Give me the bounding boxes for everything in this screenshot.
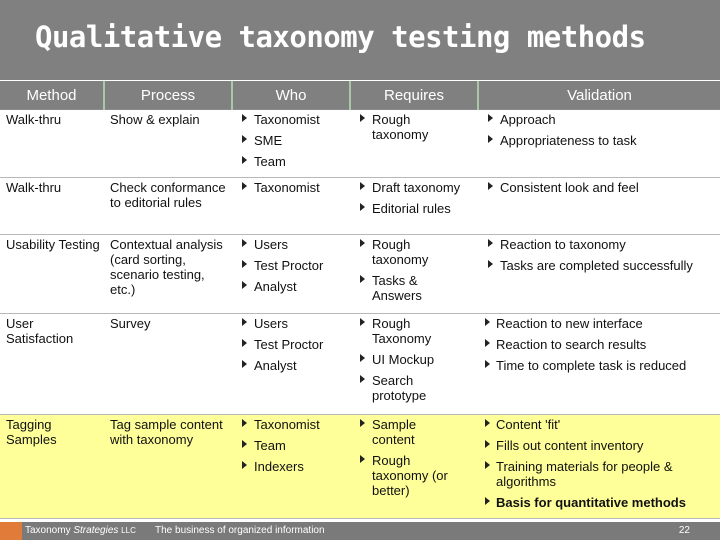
validation-item: Fills out content inventory bbox=[484, 438, 716, 453]
requires-cell bbox=[350, 235, 478, 314]
method-cell: Usability Testing bbox=[0, 235, 104, 314]
process-cell: Show & explain bbox=[104, 110, 232, 178]
validation-item: Tasks are completed successfully bbox=[484, 258, 716, 273]
footer-tagline: The business of organized information bbox=[155, 525, 325, 536]
validation-item: Reaction to taxonomy bbox=[484, 237, 716, 252]
validation-item-emphasis: Basis for quantitative methods bbox=[484, 495, 716, 510]
method-cell: User Satisfaction bbox=[0, 314, 104, 415]
header-validation: Validation bbox=[478, 81, 720, 110]
header-requires: Requires bbox=[350, 81, 478, 110]
table-row bbox=[0, 415, 720, 519]
who-item: Taxonomist bbox=[238, 112, 346, 127]
who-item: Team bbox=[238, 154, 346, 169]
validation-item: Reaction to search results bbox=[484, 337, 716, 352]
who-cell bbox=[232, 415, 350, 519]
process-cell: Check conformance to editorial rules bbox=[104, 178, 232, 235]
method-cell: Walk-thru bbox=[0, 178, 104, 235]
requires-cell bbox=[350, 415, 478, 519]
validation-item: Consistent look and feel bbox=[484, 180, 716, 195]
logo-icon bbox=[0, 522, 22, 540]
slide-title: Qualitative taxonomy testing methods bbox=[35, 20, 646, 54]
validation-item: Approach bbox=[484, 112, 716, 127]
validation-cell bbox=[478, 415, 720, 519]
who-item: Test Proctor bbox=[238, 337, 346, 352]
validation-item: Time to complete task is reduced bbox=[484, 358, 716, 373]
validation-cell bbox=[478, 178, 720, 235]
requires-item: Search prototype bbox=[356, 373, 442, 403]
requires-item: Draft taxonomy bbox=[356, 180, 474, 195]
who-cell bbox=[232, 110, 350, 178]
who-item: Team bbox=[238, 438, 346, 453]
who-item: Users bbox=[238, 237, 346, 252]
method-cell: Tagging Samples bbox=[0, 415, 104, 519]
who-item: Taxonomist bbox=[238, 417, 346, 432]
who-cell bbox=[232, 314, 350, 415]
requires-item: Rough taxonomy bbox=[356, 112, 442, 142]
header-who: Who bbox=[232, 81, 350, 110]
validation-cell bbox=[478, 235, 720, 314]
requires-item: Rough taxonomy bbox=[356, 237, 442, 267]
requires-item: Tasks & Answers bbox=[356, 273, 442, 303]
who-item: Test Proctor bbox=[238, 258, 346, 273]
validation-item: Appropriateness to task bbox=[484, 133, 716, 148]
process-cell: Survey bbox=[104, 314, 232, 415]
requires-item: Rough taxonomy (or better) bbox=[356, 453, 456, 498]
requires-item: Sample content bbox=[356, 417, 456, 447]
who-item: SME bbox=[238, 133, 346, 148]
table-row bbox=[0, 235, 720, 314]
who-item: Taxonomist bbox=[238, 180, 346, 195]
who-item: Users bbox=[238, 316, 346, 331]
table-row bbox=[0, 178, 720, 235]
who-item: Indexers bbox=[238, 459, 346, 474]
methods-table bbox=[0, 81, 720, 519]
validation-item: Reaction to new interface bbox=[484, 316, 716, 331]
header-method: Method bbox=[0, 81, 104, 110]
who-cell bbox=[232, 178, 350, 235]
requires-item: Rough Taxonomy bbox=[356, 316, 442, 346]
table-row bbox=[0, 110, 720, 178]
page-number: 22 bbox=[678, 525, 690, 536]
requires-cell bbox=[350, 110, 478, 178]
validation-cell bbox=[478, 314, 720, 415]
validation-item: Content 'fit' bbox=[484, 417, 716, 432]
process-cell: Tag sample content with taxonomy bbox=[104, 415, 232, 519]
table-header-row bbox=[0, 81, 720, 110]
title-bar bbox=[0, 0, 720, 80]
table-row bbox=[0, 314, 720, 415]
brand-italic: Strategies bbox=[73, 525, 119, 536]
who-item: Analyst bbox=[238, 279, 346, 294]
validation-item: Training materials for people & algorithms bbox=[484, 459, 696, 489]
validation-cell bbox=[478, 110, 720, 178]
requires-item: UI Mockup bbox=[356, 352, 442, 367]
requires-cell bbox=[350, 178, 478, 235]
brand-prefix: Taxonomy bbox=[25, 525, 71, 536]
who-cell bbox=[232, 235, 350, 314]
method-cell: Walk-thru bbox=[0, 110, 104, 178]
header-process: Process bbox=[104, 81, 232, 110]
requires-item: Editorial rules bbox=[356, 201, 474, 216]
process-cell: Contextual analysis (card sorting, scenario testing, etc.) bbox=[104, 235, 232, 314]
requires-cell bbox=[350, 314, 478, 415]
who-item: Analyst bbox=[238, 358, 346, 373]
footer-brand bbox=[25, 525, 136, 536]
footer-bar bbox=[0, 522, 720, 540]
brand-suffix: LLC bbox=[121, 526, 136, 535]
